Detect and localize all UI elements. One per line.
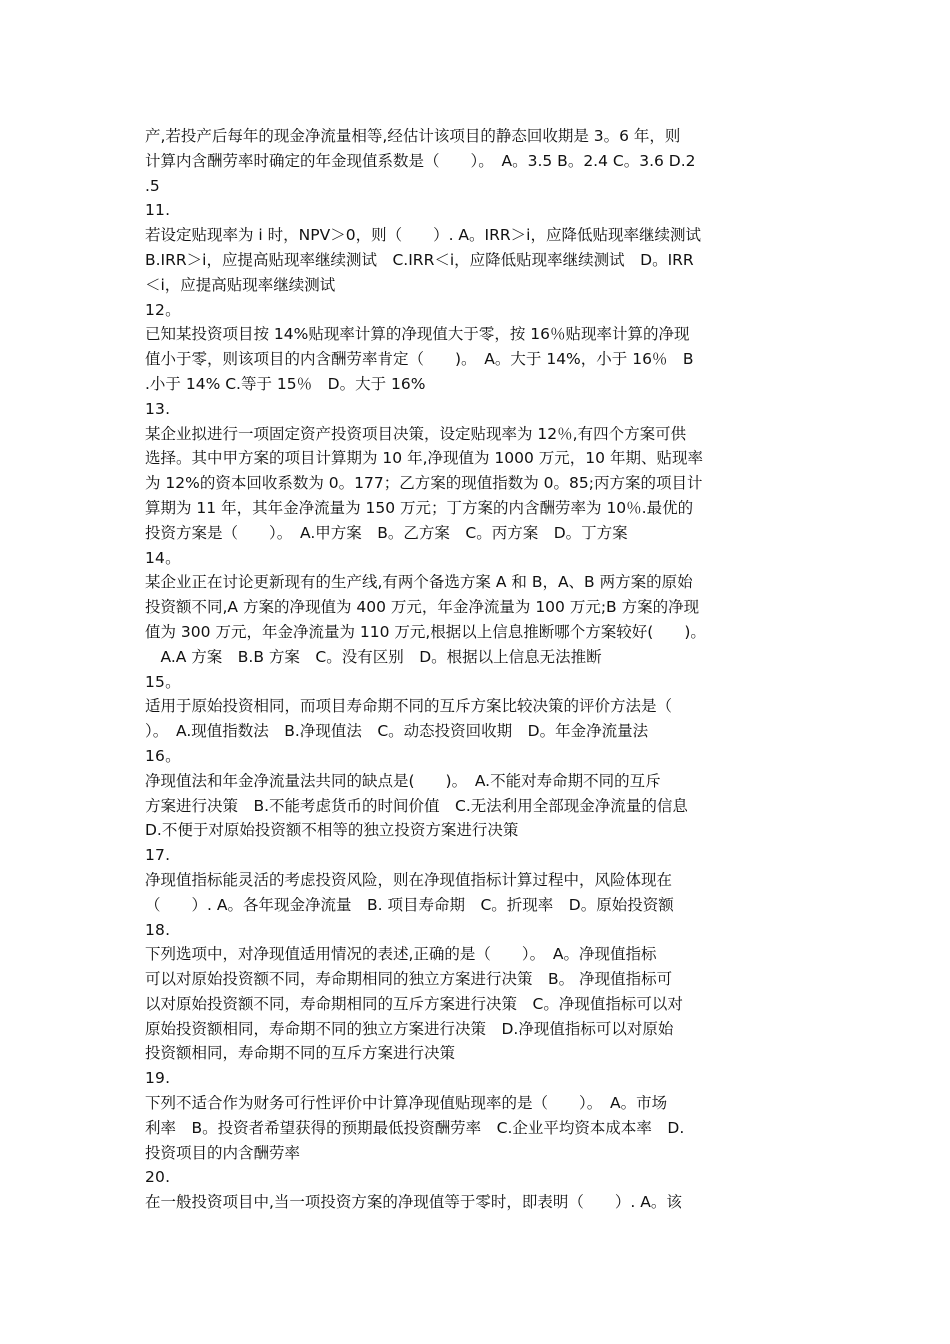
text-line: 某企业拟进行一项固定资产投资项目决策，设定贴现率为 12％,有四个方案可供 xyxy=(145,424,687,443)
text-line: 利率 B。投资者希望获得的预期最低投资酬劳率 C.企业平均资本成本率 D. xyxy=(145,1118,685,1137)
text-line: 下列选项中，对净现值适用情况的表述,正确的是（ ）。 A。净现值指标 xyxy=(145,945,657,964)
question-number: 15。 xyxy=(145,672,181,691)
text-line: 值为 300 万元，年金净流量为 110 万元,根据以上信息推断哪个方案较好( )。 xyxy=(145,622,706,641)
question-number: 16。 xyxy=(145,746,181,765)
text-line: 若设定贴现率为 i 时，NPV＞0，则（ ）. A。IRR＞i，应降低贴现率继续测试 xyxy=(145,226,701,245)
text-line: 投资项目的内含酬劳率 xyxy=(145,1143,301,1162)
text-line: 净现值法和年金净流量法共同的缺点是( )。 A.不能对寿命期不同的互斥 xyxy=(145,771,661,790)
text-line: 选择。其中甲方案的项目计算期为 10 年,净现值为 1000 万元，10 年期、贴现率 xyxy=(145,449,703,468)
question-number: 20. xyxy=(145,1168,171,1187)
text-line: （ ）. A。各年现金净流量 B. 项目寿命期 C。折现率 D。原始投资额 xyxy=(145,895,674,914)
text-line: 投资方案是（ ）。 A.甲方案 B。乙方案 C。丙方案 D。丁方案 xyxy=(145,523,628,542)
text-line: B.IRR＞i，应提高贴现率继续测试 C.IRR＜i，应降低贴现率继续测试 D。IRR xyxy=(145,250,694,269)
text-line: 为 12%的资本回收系数为 0。177；乙方案的现值指数为 0。85;丙方案的项目计 xyxy=(145,474,703,493)
question-number: 13. xyxy=(145,399,171,418)
text-line: 方案进行决策 B.不能考虑货币的时间价值 C.无法利用全部现金净流量的信息 xyxy=(145,796,688,815)
question-number: 12。 xyxy=(145,300,181,319)
text-line: ）。 A.现值指数法 B.净现值法 C。动态投资回收期 D。年金净流量法 xyxy=(145,722,649,741)
text-line: 以对原始投资额不同，寿命期相同的互斥方案进行决策 C。净现值指标可以对 xyxy=(145,994,683,1013)
text-line: 某企业正在讨论更新现有的生产线,有两个备选方案 A 和 B，A、B 两方案的原始 xyxy=(145,573,693,592)
text-line: 产,若投产后每年的现金净流量相等,经估计该项目的静态回收期是 3。6 年，则 xyxy=(145,127,681,145)
text-line: 原始投资额相同，寿命期不同的独立方案进行决策 D.净现值指标可以对原始 xyxy=(145,1019,674,1038)
text-line: 计算内含酬劳率时确定的年金现值系数是（ ）。 A。3.5 B。2.4 C。3.6 D.2 xyxy=(145,151,696,170)
text-line: A.A 方案 B.B 方案 C。没有区别 D。根据以上信息无法推断 xyxy=(145,647,602,666)
text-line: 投资额相同，寿命期不同的互斥方案进行决策 xyxy=(145,1044,456,1063)
text-line: 在一般投资项目中,当一项投资方案的净现值等于零时，即表明（ ）. A。该 xyxy=(145,1193,682,1212)
text-line: 可以对原始投资额不同，寿命期相同的独立方案进行决策 B。 净现值指标可 xyxy=(145,970,673,989)
text-line: 下列不适合作为财务可行性评价中计算净现值贴现率的是（ ）。 A。市场 xyxy=(145,1094,668,1113)
question-number: 18. xyxy=(145,920,171,939)
text-line: 适用于原始投资相同，而项目寿命期不同的互斥方案比较决策的评价方法是（ xyxy=(145,697,673,716)
question-number: 14。 xyxy=(145,548,181,567)
text-line: .5 xyxy=(145,176,160,195)
text-line: D.不便于对原始投资额不相等的独立投资方案进行决策 xyxy=(145,821,519,840)
question-text-block xyxy=(145,124,810,1215)
text-line: 已知某投资项目按 14%贴现率计算的净现值大于零，按 16％贴现率计算的净现 xyxy=(145,325,690,344)
text-line: ＜i，应提高贴现率继续测试 xyxy=(145,275,336,294)
text-line: 投资额不同,A 方案的净现值为 400 万元，年金净流量为 100 万元;B 方案的净现 xyxy=(145,598,700,617)
question-number: 19. xyxy=(145,1069,171,1088)
text-line: .小于 14% C.等于 15％ D。大于 16% xyxy=(145,374,426,393)
text-line: 值小于零，则该项目的内含酬劳率肯定（ )。 A。大于 14%，小于 16％ B xyxy=(145,350,694,369)
question-number: 11. xyxy=(145,201,171,220)
text-line: 净现值指标能灵活的考虑投资风险，则在净现值指标计算过程中，风险体现在 xyxy=(145,870,673,889)
question-number: 17. xyxy=(145,846,171,865)
text-line: 算期为 11 年，其年金净流量为 150 万元；丁方案的内含酬劳率为 10％.最优的 xyxy=(145,498,694,517)
